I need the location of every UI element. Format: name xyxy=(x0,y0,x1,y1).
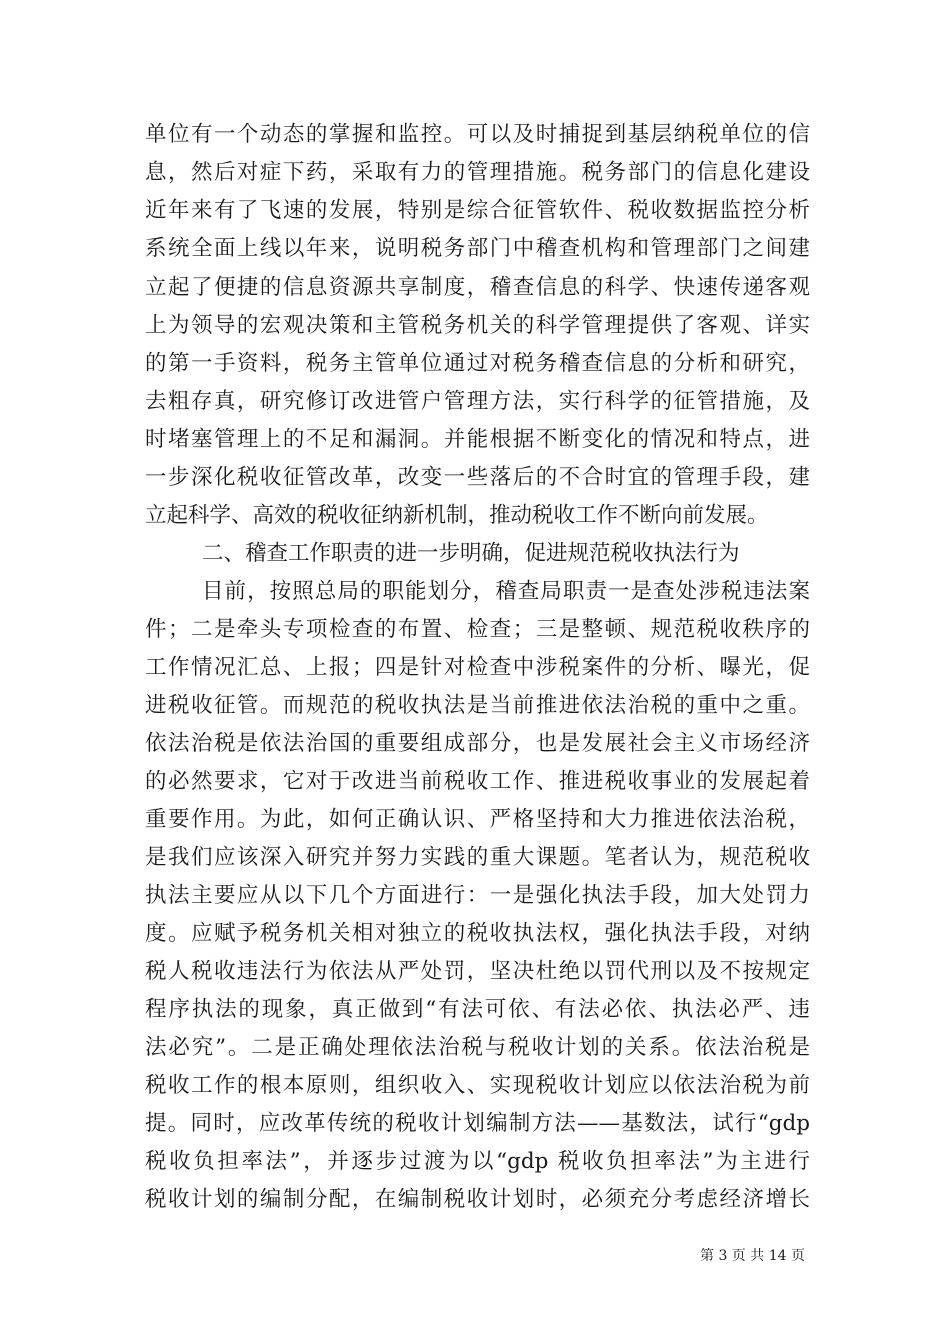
text-line: 税收工作的根本原则，组织收入、实现税收计划应以依法治税为前 xyxy=(145,1073,810,1098)
text-line: 税收计划的编制分配，在编制税收计划时，必须充分考虑经济增长 xyxy=(145,1187,810,1212)
text-line: 依法治税是依法治国的重要组成部分，也是发展社会主义市场经济 xyxy=(145,731,810,756)
text-line: 工作情况汇总、上报；四是针对检查中涉税案件的分析、曝光，促 xyxy=(145,655,810,680)
text-line: 度。应赋予税务机关相对独立的税收执法权，强化执法手段，对纳 xyxy=(145,921,810,946)
text-line: 时堵塞管理上的不足和漏洞。并能根据不断变化的情况和特点，进 xyxy=(145,427,810,452)
text-line: 重要作用。为此，如何正确认识、严格坚持和大力推进依法治税， xyxy=(145,807,810,832)
text-line: 系统全面上线以年来，说明税务部门中稽查机构和管理部门之间建 xyxy=(145,236,810,261)
text-line: 法必究”。二是正确处理依法治税与税收计划的关系。依法治税是 xyxy=(145,1035,810,1060)
section-heading: 二、稽查工作职责的进一步明确，促进规范税收执法行为 xyxy=(202,541,740,566)
text-line: 上为领导的宏观决策和主管税务机关的科学管理提供了客观、详实 xyxy=(145,313,810,338)
text-line: 是我们应该深入研究并努力实践的重大课题。笔者认为，规范税收 xyxy=(145,845,810,870)
text-line: 一步深化税收征管改革，改变一些落后的不合时宜的管理手段，建 xyxy=(145,465,810,490)
text-line: 件；二是牵头专项检查的布置、检查；三是整顿、规范税收秩序的 xyxy=(145,617,810,642)
text-line: 程序执法的现象，真正做到“有法可依、有法必依、执法必严、违 xyxy=(145,997,810,1022)
text-line: 税人税收违法行为依法从严处罚，坚决杜绝以罚代刑以及不按规定 xyxy=(145,959,810,984)
text-line: 提。同时，应改革传统的税收计划编制方法——基数法，试行“gdp xyxy=(145,1111,810,1136)
text-line: 的第一手资料，税务主管单位通过对税务稽查信息的分析和研究， xyxy=(145,351,810,376)
text-line: 进税收征管。而规范的税收执法是当前推进依法治税的重中之重。 xyxy=(145,693,810,718)
text-line: 立起了便捷的信息资源共享制度，稽查信息的科学、快速传递客观 xyxy=(145,275,810,300)
text-line: 目前，按照总局的职能划分，稽查局职责一是查处涉税违法案 xyxy=(202,579,810,604)
page-number-footer: 第 3 页 共 14 页 xyxy=(700,1248,805,1264)
text-line: 立起科学、高效的税收征纳新机制，推动税收工作不断向前发展。 xyxy=(145,503,769,528)
text-line: 息，然后对症下药，采取有力的管理措施。税务部门的信息化建设 xyxy=(145,160,810,185)
text-line: 执法主要应从以下几个方面进行：一是强化执法手段，加大处罚力 xyxy=(145,883,810,908)
text-line: 税收负担率法”，并逐步过渡为以“gdp 税收负担率法”为主进行 xyxy=(145,1149,810,1174)
text-line: 近年来有了飞速的发展，特别是综合征管软件、税收数据监控分析 xyxy=(145,198,810,223)
text-line: 的必然要求，它对于改进当前税收工作、推进税收事业的发展起着 xyxy=(145,769,810,794)
text-line: 去粗存真，研究修订改进管户管理方法，实行科学的征管措施，及 xyxy=(145,389,810,414)
text-line: 单位有一个动态的掌握和监控。可以及时捕捉到基层纳税单位的信 xyxy=(145,122,810,147)
